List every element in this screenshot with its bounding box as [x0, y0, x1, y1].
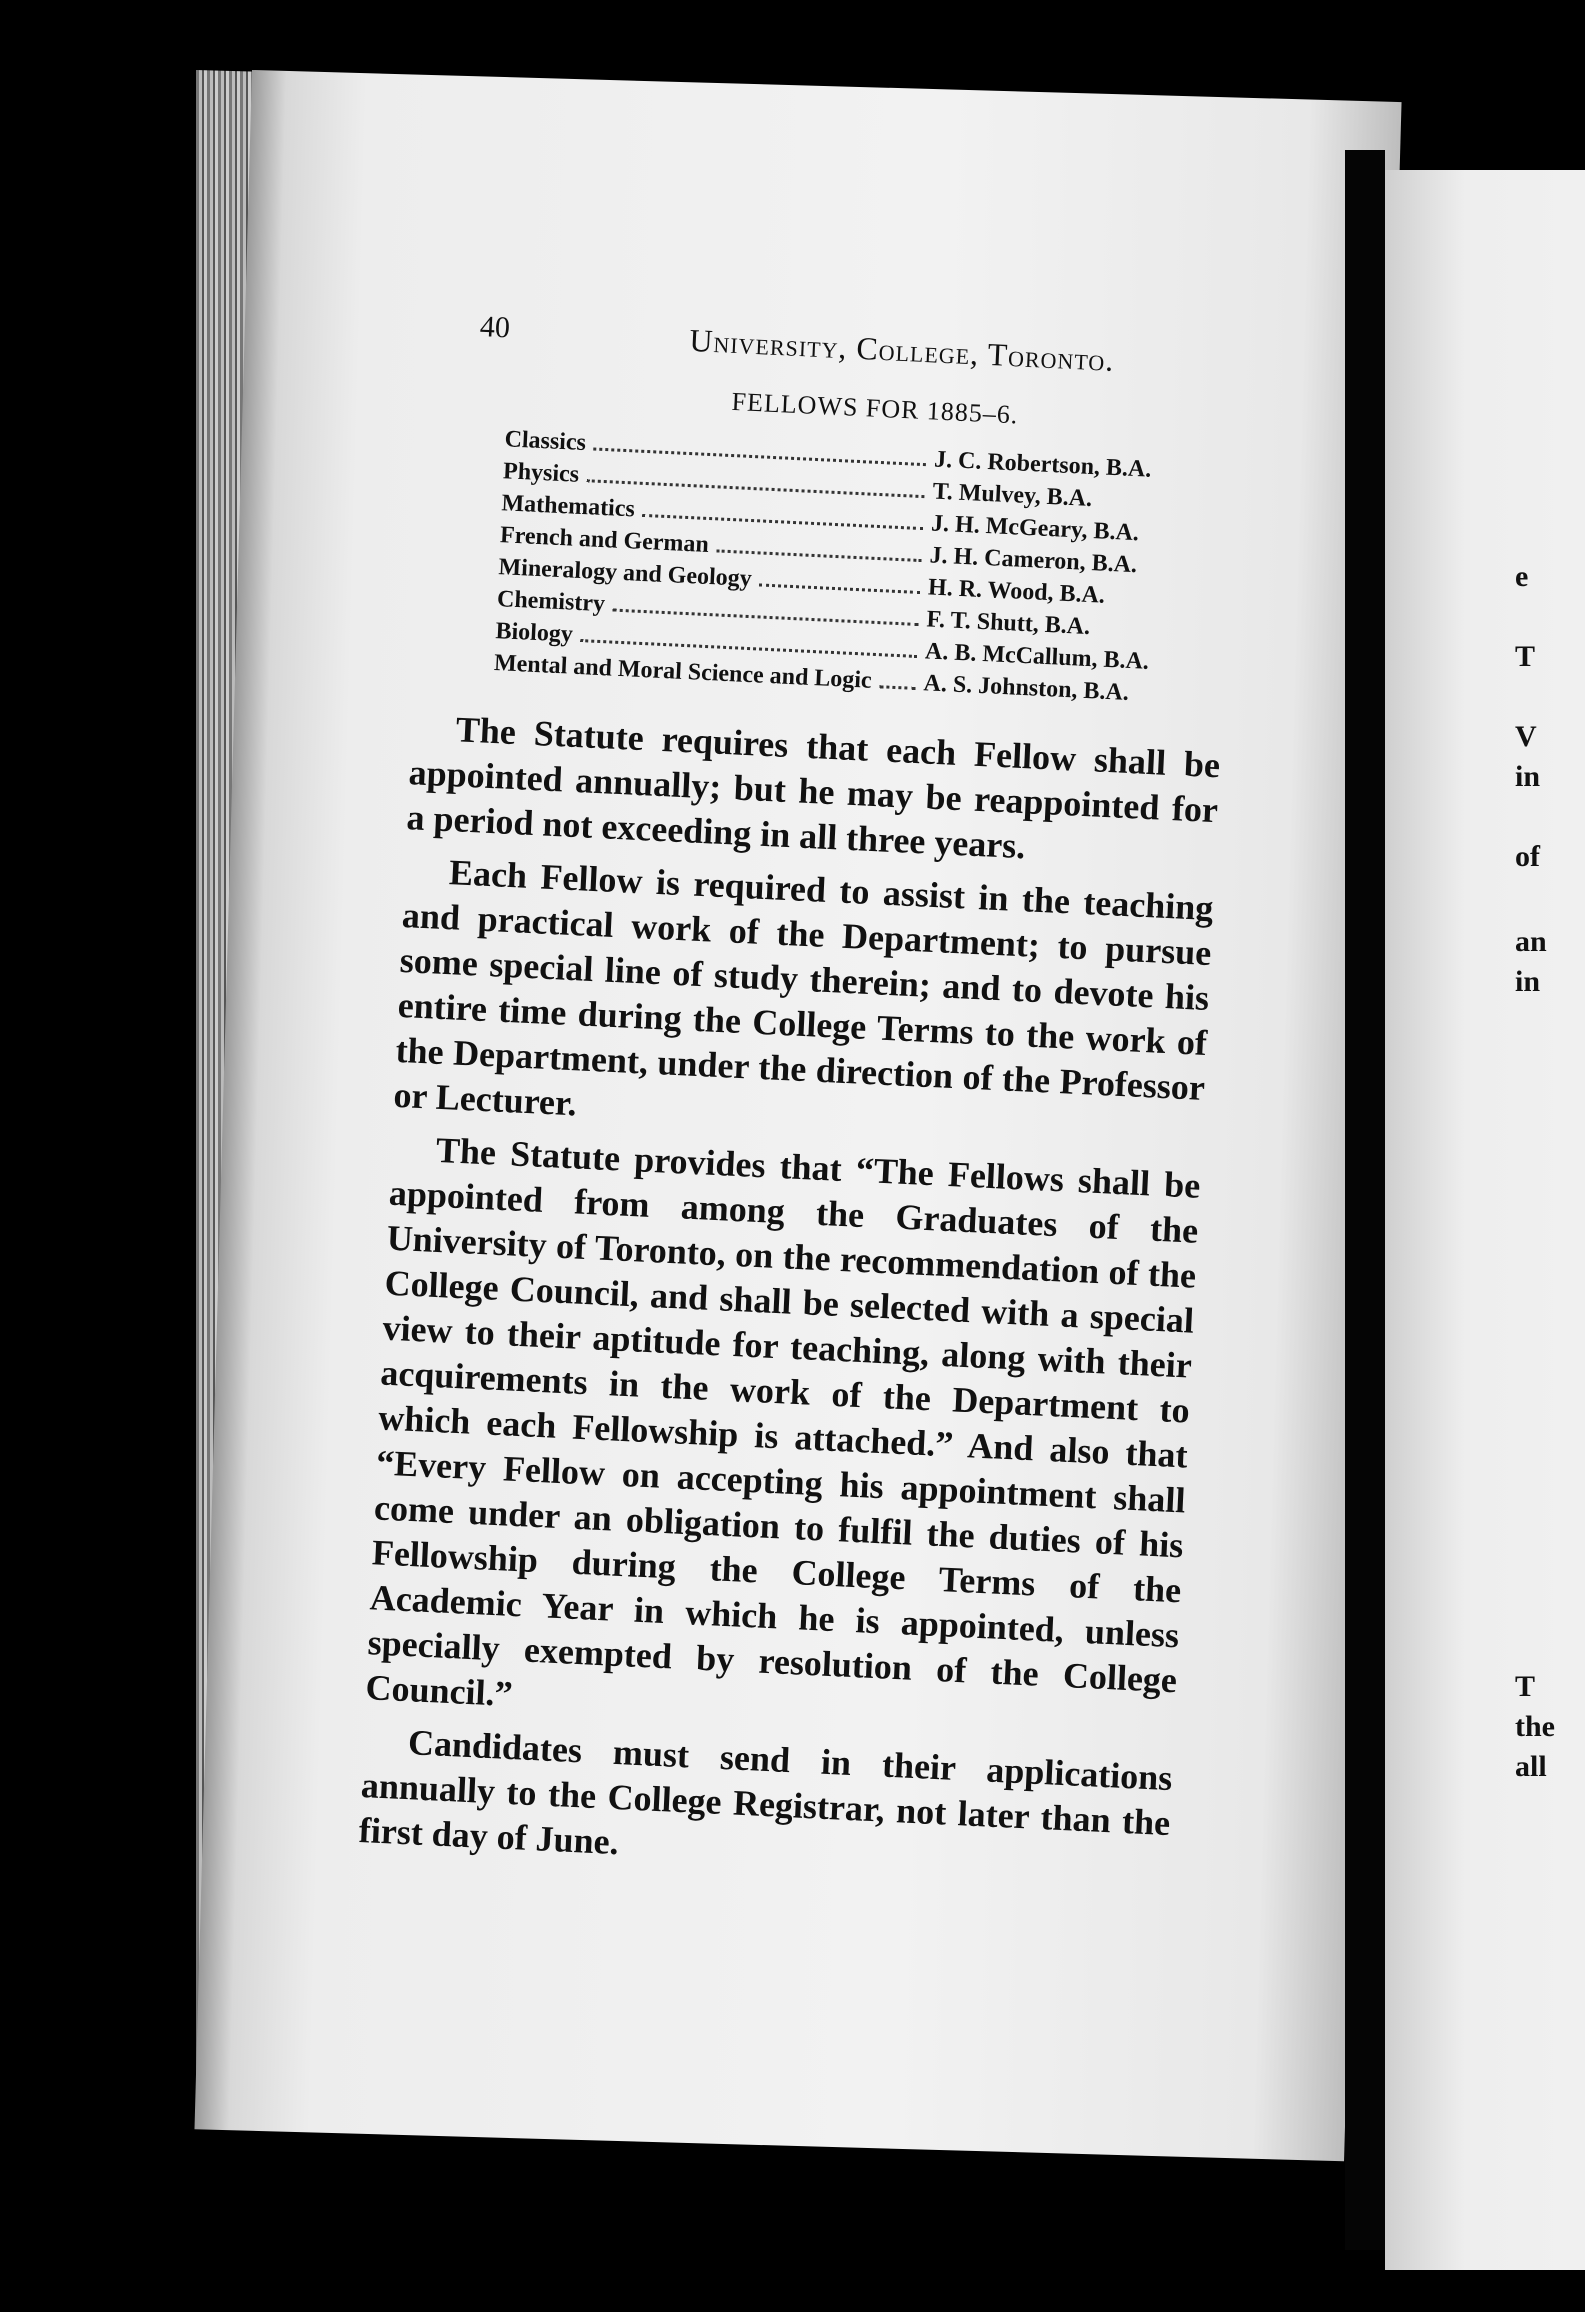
body-text — [358, 705, 1221, 1891]
fellow-name: A. B. McCallum, B.A. — [924, 638, 1150, 675]
leader-dots — [594, 447, 926, 466]
fellow-subject: Classics — [504, 426, 587, 457]
leader-dots — [759, 583, 920, 594]
paragraph: The Statute provides that “The Fellows shall be appointed from among the Graduates of the University of Toronto, on the recommendation of the College Council, and shall be selected with a special view to their aptitude for teaching, along with their acquirements in the work of the Department to which each Fellowship is attached.” And also that “Every Fellow on accepting his appointment shall come under an obligation to fulfil the duties of his Fellowship during the College Terms of the Academic Year in which he is appointed, unless specially exempted by resolution of the College Council.” — [364, 1129, 1202, 1715]
fellow-subject: Mathematics — [501, 490, 636, 523]
fellow-name: J. H. Cameron, B.A. — [929, 542, 1138, 579]
facing-page-fragment: the — [1515, 1710, 1555, 1743]
facing-page-fragment: in — [1515, 965, 1541, 998]
leader-dots — [581, 639, 917, 658]
fellow-subject: Mental and Moral Science and Logic — [493, 650, 873, 694]
facing-page-fragment: in — [1515, 760, 1541, 793]
fellow-subject: Chemistry — [496, 586, 606, 618]
leader-dots — [642, 514, 923, 530]
fellow-name: A. S. Johnston, B.A. — [923, 670, 1130, 706]
paragraph: Each Fellow is required to assist in the teaching and practical work of the Department; to pursue some special line of study therein; and to devote his entire time during the College Terms to the work of the Department, under the direction of the Professor or Lecturer. — [392, 852, 1215, 1124]
facing-page-fragment: an — [1515, 925, 1547, 958]
fellow-name: J. C. Robertson, B.A. — [933, 446, 1152, 483]
facing-page-fragment: V — [1515, 720, 1537, 753]
fellow-name: F. T. Shutt, B.A. — [926, 606, 1091, 641]
facing-page-fragment: T — [1515, 640, 1536, 673]
facing-page-fragment: all — [1515, 1750, 1547, 1783]
running-head: University, College, Toronto. — [688, 321, 1116, 378]
page-number: 40 — [479, 310, 511, 345]
leader-dots — [587, 479, 925, 498]
leader-dots — [716, 549, 921, 562]
leader-dots — [613, 609, 919, 626]
fellow-subject: Biology — [494, 618, 574, 648]
facing-page-fragment: T — [1515, 1670, 1536, 1703]
fellow-subject: Mineralogy and Geology — [498, 554, 753, 593]
facing-page-fragment: of — [1515, 840, 1540, 873]
fellow-name: J. H. McGeary, B.A. — [930, 510, 1140, 547]
paragraph: Candidates must send in their applications annually to the College Registrar, not later than the first day of June. — [358, 1722, 1174, 1863]
fellows-heading: FELLOWS FOR 1885–6. — [730, 386, 1020, 430]
fellow-subject: Physics — [502, 458, 580, 488]
paragraph: The Statute requires that each Fellow shall be appointed annually; but he may be reappointed for a period not exceeding in all three years. — [405, 709, 1222, 867]
fellow-subject: French and German — [499, 522, 710, 559]
fellow-name: H. R. Wood, B.A. — [927, 574, 1106, 609]
facing-page-fragment: e — [1515, 560, 1529, 593]
leader-dots — [879, 685, 915, 690]
fellows-list — [493, 426, 1204, 715]
fellow-name: T. Mulvey, B.A. — [932, 478, 1093, 513]
